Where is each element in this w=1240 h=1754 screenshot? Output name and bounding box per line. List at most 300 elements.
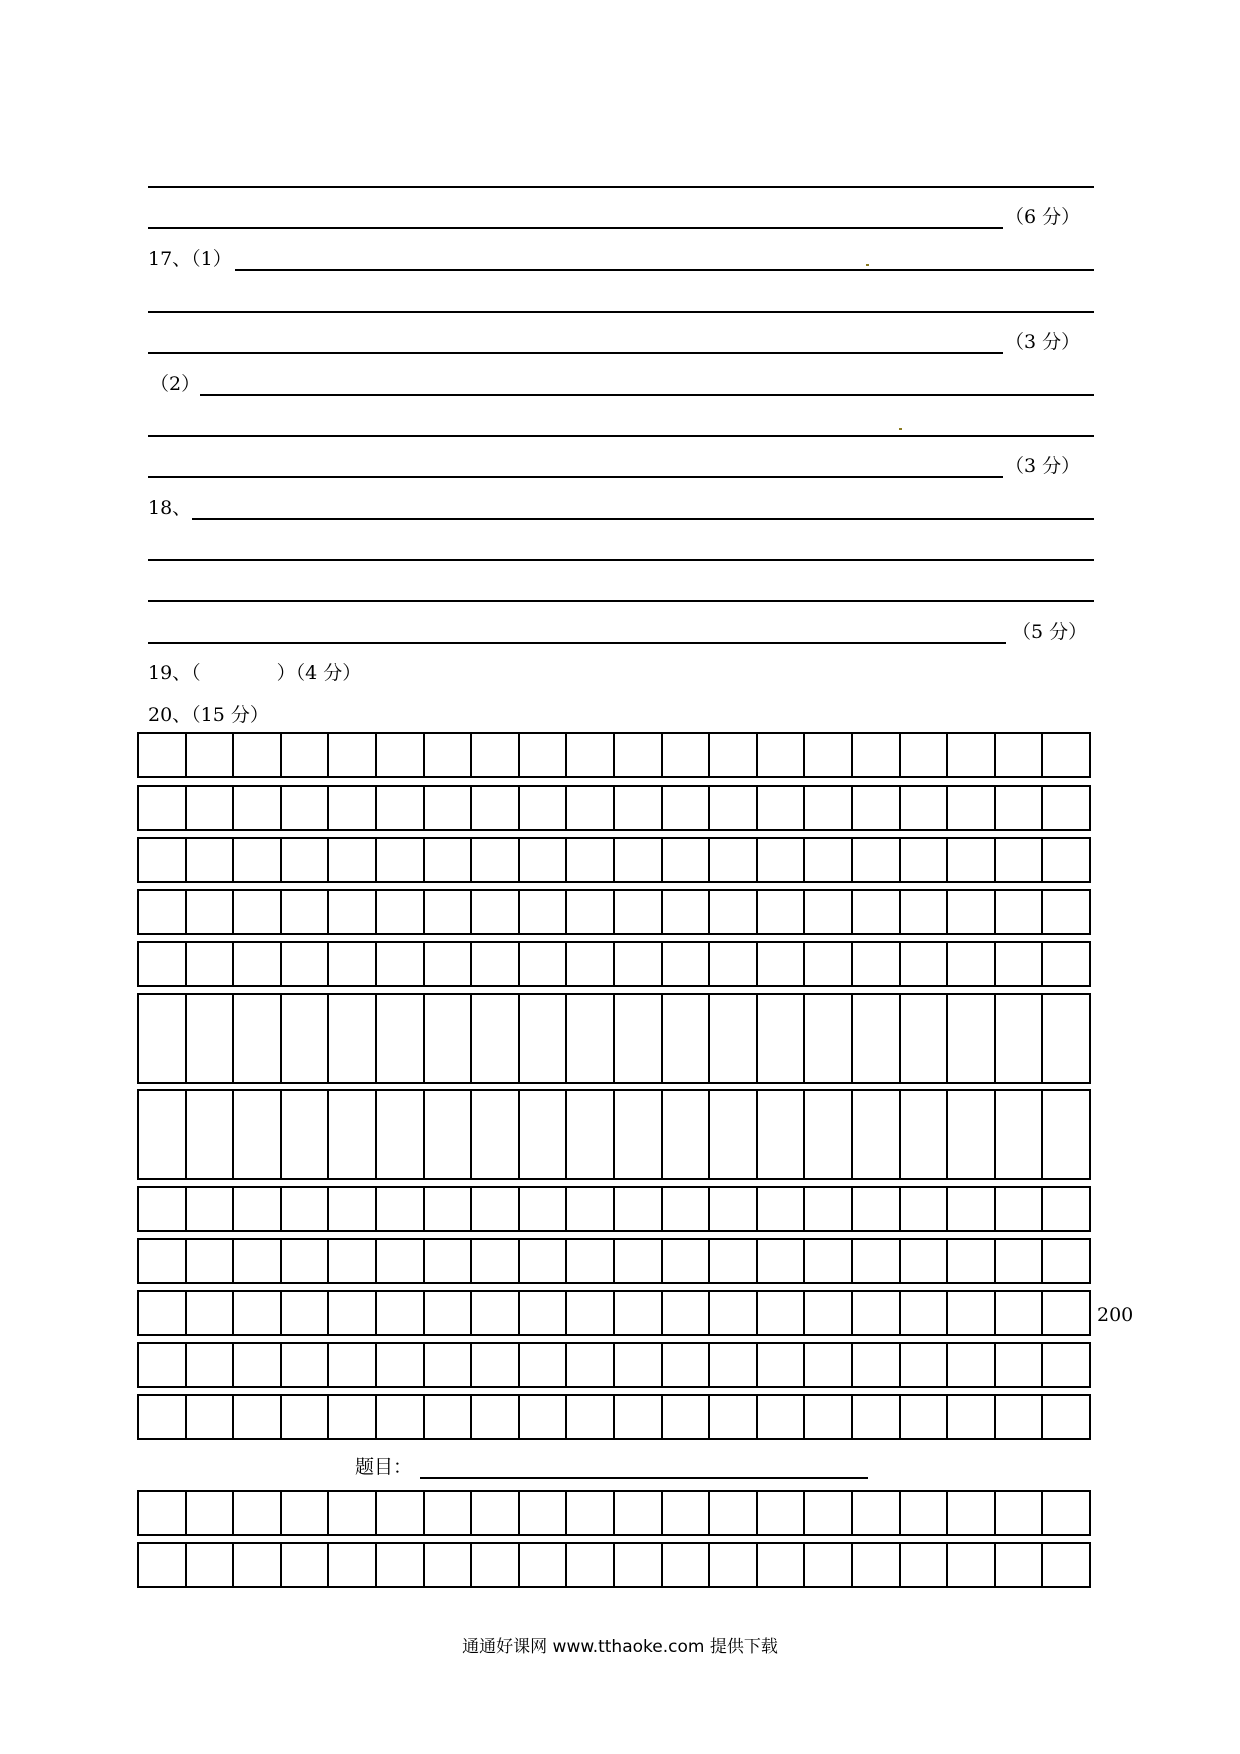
grid-cell[interactable] xyxy=(137,941,185,987)
grid-cell[interactable] xyxy=(518,1238,566,1284)
grid-cell[interactable] xyxy=(232,1290,280,1336)
grid-cell[interactable] xyxy=(137,1394,185,1440)
grid-cell[interactable] xyxy=(327,1089,375,1180)
grid-cell[interactable] xyxy=(803,941,851,987)
grid-cell[interactable] xyxy=(470,1089,518,1180)
answer-line[interactable] xyxy=(148,227,1003,229)
grid-cell[interactable] xyxy=(661,1238,709,1284)
grid-cell[interactable] xyxy=(994,993,1042,1084)
grid-cell[interactable] xyxy=(470,941,518,987)
grid-cell[interactable] xyxy=(327,1342,375,1388)
grid-cell[interactable] xyxy=(613,993,661,1084)
grid-cell[interactable] xyxy=(851,837,899,883)
grid-cell[interactable] xyxy=(1041,1290,1091,1336)
grid-cell[interactable] xyxy=(327,1290,375,1336)
grid-cell[interactable] xyxy=(518,785,566,831)
grid-cell[interactable] xyxy=(518,1542,566,1588)
grid-row xyxy=(137,889,1091,935)
grid-cell[interactable] xyxy=(899,732,947,778)
grid-cell[interactable] xyxy=(899,941,947,987)
answer-line[interactable] xyxy=(148,476,1003,478)
grid-cell[interactable] xyxy=(708,785,756,831)
answer-line[interactable] xyxy=(148,352,1003,354)
grid-cell[interactable] xyxy=(185,941,233,987)
grid-cell[interactable] xyxy=(946,732,994,778)
grid-cell[interactable] xyxy=(470,837,518,883)
grid-cell[interactable] xyxy=(518,1290,566,1336)
grid-cell[interactable] xyxy=(851,889,899,935)
answer-line[interactable] xyxy=(148,642,1006,644)
grid-cell[interactable] xyxy=(423,1342,471,1388)
grid-cell[interactable] xyxy=(756,993,804,1084)
grid-cell[interactable] xyxy=(280,732,328,778)
grid-cell[interactable] xyxy=(708,1089,756,1180)
grid-cell[interactable] xyxy=(327,993,375,1084)
grid-cell[interactable] xyxy=(185,1089,233,1180)
grid-cell[interactable] xyxy=(327,785,375,831)
answer-line[interactable] xyxy=(235,269,1094,271)
grid-cell[interactable] xyxy=(470,993,518,1084)
grid-cell[interactable] xyxy=(708,1290,756,1336)
grid-cell[interactable] xyxy=(565,1290,613,1336)
grid-cell[interactable] xyxy=(1041,1342,1091,1388)
grid-cell[interactable] xyxy=(613,732,661,778)
grid-cell[interactable] xyxy=(661,785,709,831)
grid-cell[interactable] xyxy=(946,1394,994,1440)
grid-cell[interactable] xyxy=(1041,1490,1091,1536)
grid-cell[interactable] xyxy=(899,1186,947,1232)
grid-cell[interactable] xyxy=(756,889,804,935)
grid-cell[interactable] xyxy=(470,1290,518,1336)
grid-cell[interactable] xyxy=(613,1290,661,1336)
grid-cell[interactable] xyxy=(613,785,661,831)
grid-cell[interactable] xyxy=(423,889,471,935)
grid-cell[interactable] xyxy=(280,837,328,883)
grid-cell[interactable] xyxy=(185,1290,233,1336)
grid-cell[interactable] xyxy=(185,1394,233,1440)
grid-cell[interactable] xyxy=(661,993,709,1084)
grid-cell[interactable] xyxy=(851,1238,899,1284)
grid-cell[interactable] xyxy=(137,993,185,1084)
grid-cell[interactable] xyxy=(994,1186,1042,1232)
grid-cell[interactable] xyxy=(994,1542,1042,1588)
grid-cell[interactable] xyxy=(280,1490,328,1536)
grid-cell[interactable] xyxy=(280,1542,328,1588)
grid-cell[interactable] xyxy=(423,1490,471,1536)
grid-cell[interactable] xyxy=(375,1542,423,1588)
grid-cell[interactable] xyxy=(423,1186,471,1232)
grid-cell[interactable] xyxy=(803,1089,851,1180)
grid-cell[interactable] xyxy=(327,889,375,935)
grid-cell[interactable] xyxy=(565,993,613,1084)
grid-cell[interactable] xyxy=(565,1342,613,1388)
grid-cell[interactable] xyxy=(518,1186,566,1232)
grid-cell[interactable] xyxy=(899,1490,947,1536)
grid-cell[interactable] xyxy=(803,1342,851,1388)
answer-line[interactable] xyxy=(148,186,1094,188)
grid-cell[interactable] xyxy=(565,1542,613,1588)
grid-cell[interactable] xyxy=(946,1490,994,1536)
grid-cell[interactable] xyxy=(423,785,471,831)
grid-cell[interactable] xyxy=(470,785,518,831)
grid-cell[interactable] xyxy=(375,1490,423,1536)
grid-cell[interactable] xyxy=(661,1342,709,1388)
grid-cell[interactable] xyxy=(994,837,1042,883)
grid-cell[interactable] xyxy=(756,837,804,883)
grid-cell[interactable] xyxy=(1041,1089,1091,1180)
grid-cell[interactable] xyxy=(423,732,471,778)
grid-cell[interactable] xyxy=(803,1186,851,1232)
grid-cell[interactable] xyxy=(994,785,1042,831)
grid-cell[interactable] xyxy=(375,993,423,1084)
grid-cell[interactable] xyxy=(946,1542,994,1588)
grid-cell[interactable] xyxy=(232,1394,280,1440)
grid-cell[interactable] xyxy=(1041,1186,1091,1232)
grid-cell[interactable] xyxy=(708,889,756,935)
composition-grid-2[interactable] xyxy=(137,1490,1091,1600)
grid-cell[interactable] xyxy=(423,1394,471,1440)
grid-cell[interactable] xyxy=(899,1394,947,1440)
grid-cell[interactable] xyxy=(661,1089,709,1180)
grid-cell[interactable] xyxy=(1041,993,1091,1084)
q16-score: （6 分） xyxy=(1005,206,1081,228)
grid-cell[interactable] xyxy=(708,837,756,883)
grid-cell[interactable] xyxy=(803,732,851,778)
grid-cell[interactable] xyxy=(137,1342,185,1388)
grid-cell[interactable] xyxy=(137,1290,185,1336)
grid-cell[interactable] xyxy=(803,1394,851,1440)
grid-cell[interactable] xyxy=(470,1394,518,1440)
grid-cell[interactable] xyxy=(375,889,423,935)
grid-cell[interactable] xyxy=(185,1490,233,1536)
grid-cell[interactable] xyxy=(946,1238,994,1284)
grid-cell[interactable] xyxy=(137,1238,185,1284)
grid-cell[interactable] xyxy=(756,785,804,831)
grid-cell[interactable] xyxy=(803,889,851,935)
grid-cell[interactable] xyxy=(327,1186,375,1232)
grid-cell[interactable] xyxy=(613,941,661,987)
grid-cell[interactable] xyxy=(899,1342,947,1388)
grid-cell[interactable] xyxy=(994,1089,1042,1180)
grid-cell[interactable] xyxy=(375,837,423,883)
grid-cell[interactable] xyxy=(661,837,709,883)
grid-cell[interactable] xyxy=(232,993,280,1084)
grid-cell[interactable] xyxy=(661,1394,709,1440)
grid-cell[interactable] xyxy=(137,1490,185,1536)
grid-cell[interactable] xyxy=(1041,1394,1091,1440)
grid-cell[interactable] xyxy=(803,1290,851,1336)
grid-cell[interactable] xyxy=(280,785,328,831)
grid-cell[interactable] xyxy=(994,889,1042,935)
grid-cell[interactable] xyxy=(803,993,851,1084)
grid-cell[interactable] xyxy=(185,785,233,831)
grid-cell[interactable] xyxy=(232,837,280,883)
grid-cell[interactable] xyxy=(470,732,518,778)
grid-cell[interactable] xyxy=(518,1342,566,1388)
q17-part1-score: （3 分） xyxy=(1005,331,1081,353)
grid-cell[interactable] xyxy=(708,1186,756,1232)
grid-row xyxy=(137,1089,1091,1180)
grid-cell[interactable] xyxy=(613,1490,661,1536)
grid-cell[interactable] xyxy=(518,1394,566,1440)
grid-cell[interactable] xyxy=(423,837,471,883)
grid-cell[interactable] xyxy=(280,941,328,987)
grid-cell[interactable] xyxy=(899,1290,947,1336)
grid-cell[interactable] xyxy=(280,889,328,935)
grid-cell[interactable] xyxy=(232,1238,280,1284)
grid-cell[interactable] xyxy=(851,1089,899,1180)
grid-cell[interactable] xyxy=(470,1542,518,1588)
grid-cell[interactable] xyxy=(613,1089,661,1180)
grid-cell[interactable] xyxy=(375,1394,423,1440)
grid-cell[interactable] xyxy=(470,1238,518,1284)
grid-cell[interactable] xyxy=(946,1186,994,1232)
grid-cell[interactable] xyxy=(1041,837,1091,883)
grid-cell[interactable] xyxy=(565,1089,613,1180)
grid-cell[interactable] xyxy=(899,837,947,883)
grid-cell[interactable] xyxy=(232,1186,280,1232)
grid-cell[interactable] xyxy=(470,889,518,935)
grid-cell[interactable] xyxy=(899,993,947,1084)
grid-cell[interactable] xyxy=(803,1238,851,1284)
grid-cell[interactable] xyxy=(851,941,899,987)
grid-cell[interactable] xyxy=(899,785,947,831)
q19-label: 19、（ ）（4 分） xyxy=(148,662,362,684)
grid-cell[interactable] xyxy=(565,1490,613,1536)
grid-cell[interactable] xyxy=(946,1342,994,1388)
grid-cell[interactable] xyxy=(851,1542,899,1588)
grid-cell[interactable] xyxy=(946,889,994,935)
grid-cell[interactable] xyxy=(518,732,566,778)
grid-cell[interactable] xyxy=(803,1490,851,1536)
grid-cell[interactable] xyxy=(185,1342,233,1388)
grid-cell[interactable] xyxy=(994,1490,1042,1536)
grid-cell[interactable] xyxy=(137,1089,185,1180)
grid-cell[interactable] xyxy=(994,1394,1042,1440)
grid-cell[interactable] xyxy=(613,1342,661,1388)
grid-cell[interactable] xyxy=(232,1089,280,1180)
grid-cell[interactable] xyxy=(1041,941,1091,987)
grid-cell[interactable] xyxy=(899,889,947,935)
grid-cell[interactable] xyxy=(946,993,994,1084)
grid-cell[interactable] xyxy=(851,785,899,831)
grid-cell[interactable] xyxy=(280,1186,328,1232)
grid-cell[interactable] xyxy=(899,1542,947,1588)
answer-line[interactable] xyxy=(200,394,1094,396)
grid-cell[interactable] xyxy=(946,785,994,831)
grid-cell[interactable] xyxy=(661,1186,709,1232)
grid-cell[interactable] xyxy=(756,1542,804,1588)
grid-cell[interactable] xyxy=(994,1238,1042,1284)
grid-cell[interactable] xyxy=(661,941,709,987)
grid-cell[interactable] xyxy=(375,1186,423,1232)
grid-cell[interactable] xyxy=(708,1238,756,1284)
grid-cell[interactable] xyxy=(756,732,804,778)
grid-cell[interactable] xyxy=(756,941,804,987)
grid-cell[interactable] xyxy=(708,732,756,778)
grid-cell[interactable] xyxy=(565,889,613,935)
grid-cell[interactable] xyxy=(565,732,613,778)
grid-cell[interactable] xyxy=(375,732,423,778)
grid-cell[interactable] xyxy=(423,1238,471,1284)
grid-cell[interactable] xyxy=(327,837,375,883)
grid-cell[interactable] xyxy=(137,889,185,935)
grid-cell[interactable] xyxy=(661,1490,709,1536)
grid-cell[interactable] xyxy=(518,941,566,987)
grid-cell[interactable] xyxy=(327,941,375,987)
grid-cell[interactable] xyxy=(708,1394,756,1440)
grid-cell[interactable] xyxy=(613,837,661,883)
grid-cell[interactable] xyxy=(851,1490,899,1536)
grid-cell[interactable] xyxy=(137,1542,185,1588)
grid-cell[interactable] xyxy=(137,732,185,778)
grid-cell[interactable] xyxy=(708,1342,756,1388)
grid-cell[interactable] xyxy=(518,837,566,883)
grid-cell[interactable] xyxy=(565,785,613,831)
grid-cell[interactable] xyxy=(137,785,185,831)
grid-cell[interactable] xyxy=(375,1290,423,1336)
grid-cell[interactable] xyxy=(756,1186,804,1232)
grid-cell[interactable] xyxy=(280,1342,328,1388)
grid-cell[interactable] xyxy=(280,1394,328,1440)
grid-cell[interactable] xyxy=(708,941,756,987)
grid-cell[interactable] xyxy=(851,1290,899,1336)
grid-cell[interactable] xyxy=(803,837,851,883)
grid-cell[interactable] xyxy=(756,1290,804,1336)
grid-cell[interactable] xyxy=(518,993,566,1084)
grid-cell[interactable] xyxy=(613,889,661,935)
grid-cell[interactable] xyxy=(851,1394,899,1440)
grid-cell[interactable] xyxy=(375,1238,423,1284)
grid-cell[interactable] xyxy=(137,1186,185,1232)
grid-cell[interactable] xyxy=(946,837,994,883)
grid-cell[interactable] xyxy=(1041,889,1091,935)
grid-cell[interactable] xyxy=(565,941,613,987)
grid-cell[interactable] xyxy=(137,837,185,883)
grid-cell[interactable] xyxy=(375,1089,423,1180)
grid-cell[interactable] xyxy=(232,1490,280,1536)
grid-cell[interactable] xyxy=(946,1089,994,1180)
grid-cell[interactable] xyxy=(661,1290,709,1336)
grid-cell[interactable] xyxy=(756,1342,804,1388)
grid-cell[interactable] xyxy=(327,1394,375,1440)
grid-cell[interactable] xyxy=(280,1238,328,1284)
grid-cell[interactable] xyxy=(280,1089,328,1180)
grid-cell[interactable] xyxy=(518,889,566,935)
grid-cell[interactable] xyxy=(185,1542,233,1588)
grid-cell[interactable] xyxy=(232,1342,280,1388)
grid-cell[interactable] xyxy=(946,941,994,987)
grid-cell[interactable] xyxy=(185,1238,233,1284)
grid-cell[interactable] xyxy=(994,732,1042,778)
grid-cell[interactable] xyxy=(613,1186,661,1232)
grid-cell[interactable] xyxy=(756,1238,804,1284)
grid-cell[interactable] xyxy=(851,993,899,1084)
grid-cell[interactable] xyxy=(185,732,233,778)
grid-cell[interactable] xyxy=(708,993,756,1084)
grid-cell[interactable] xyxy=(994,941,1042,987)
grid-cell[interactable] xyxy=(803,785,851,831)
grid-cell[interactable] xyxy=(423,1290,471,1336)
grid-cell[interactable] xyxy=(613,1238,661,1284)
grid-cell[interactable] xyxy=(327,1238,375,1284)
grid-cell[interactable] xyxy=(232,889,280,935)
grid-cell[interactable] xyxy=(613,1394,661,1440)
grid-cell[interactable] xyxy=(232,1542,280,1588)
grid-cell[interactable] xyxy=(185,993,233,1084)
grid-cell[interactable] xyxy=(375,785,423,831)
grid-cell[interactable] xyxy=(327,1542,375,1588)
composition-grid[interactable] xyxy=(137,732,1091,1442)
grid-cell[interactable] xyxy=(851,732,899,778)
grid-cell[interactable] xyxy=(851,1186,899,1232)
grid-cell[interactable] xyxy=(232,941,280,987)
answer-line[interactable] xyxy=(148,559,1094,561)
grid-cell[interactable] xyxy=(423,941,471,987)
grid-cell[interactable] xyxy=(565,1238,613,1284)
grid-cell[interactable] xyxy=(470,1186,518,1232)
grid-cell[interactable] xyxy=(565,1186,613,1232)
grid-cell[interactable] xyxy=(470,1342,518,1388)
grid-cell[interactable] xyxy=(708,1490,756,1536)
grid-cell[interactable] xyxy=(661,889,709,935)
grid-cell[interactable] xyxy=(565,837,613,883)
grid-cell[interactable] xyxy=(1041,732,1091,778)
grid-cell[interactable] xyxy=(661,1542,709,1588)
grid-cell[interactable] xyxy=(423,1542,471,1588)
grid-cell[interactable] xyxy=(994,1342,1042,1388)
answer-line[interactable] xyxy=(148,435,1094,437)
grid-cell[interactable] xyxy=(375,1342,423,1388)
answer-line[interactable] xyxy=(148,311,1094,313)
grid-cell[interactable] xyxy=(1041,1238,1091,1284)
grid-cell[interactable] xyxy=(613,1542,661,1588)
grid-cell[interactable] xyxy=(280,1290,328,1336)
answer-line[interactable] xyxy=(148,600,1094,602)
grid-cell[interactable] xyxy=(423,993,471,1084)
grid-cell[interactable] xyxy=(185,889,233,935)
grid-cell[interactable] xyxy=(708,1542,756,1588)
grid-cell[interactable] xyxy=(994,1290,1042,1336)
grid-cell[interactable] xyxy=(375,941,423,987)
grid-cell[interactable] xyxy=(565,1394,613,1440)
grid-cell[interactable] xyxy=(756,1089,804,1180)
grid-cell[interactable] xyxy=(280,993,328,1084)
grid-cell[interactable] xyxy=(1041,1542,1091,1588)
grid-cell[interactable] xyxy=(756,1394,804,1440)
answer-line[interactable] xyxy=(192,518,1094,520)
grid-cell[interactable] xyxy=(470,1490,518,1536)
grid-cell[interactable] xyxy=(232,732,280,778)
grid-cell[interactable] xyxy=(756,1490,804,1536)
grid-cell[interactable] xyxy=(851,1342,899,1388)
grid-cell[interactable] xyxy=(1041,785,1091,831)
title-input-line[interactable] xyxy=(420,1477,868,1479)
grid-cell[interactable] xyxy=(661,732,709,778)
grid-cell[interactable] xyxy=(327,1490,375,1536)
grid-cell[interactable] xyxy=(185,1186,233,1232)
grid-cell[interactable] xyxy=(327,732,375,778)
grid-cell[interactable] xyxy=(185,837,233,883)
grid-cell[interactable] xyxy=(518,1089,566,1180)
grid-cell[interactable] xyxy=(232,785,280,831)
grid-cell[interactable] xyxy=(946,1290,994,1336)
grid-cell[interactable] xyxy=(803,1542,851,1588)
grid-cell[interactable] xyxy=(899,1089,947,1180)
grid-cell[interactable] xyxy=(423,1089,471,1180)
grid-cell[interactable] xyxy=(899,1238,947,1284)
grid-cell[interactable] xyxy=(518,1490,566,1536)
